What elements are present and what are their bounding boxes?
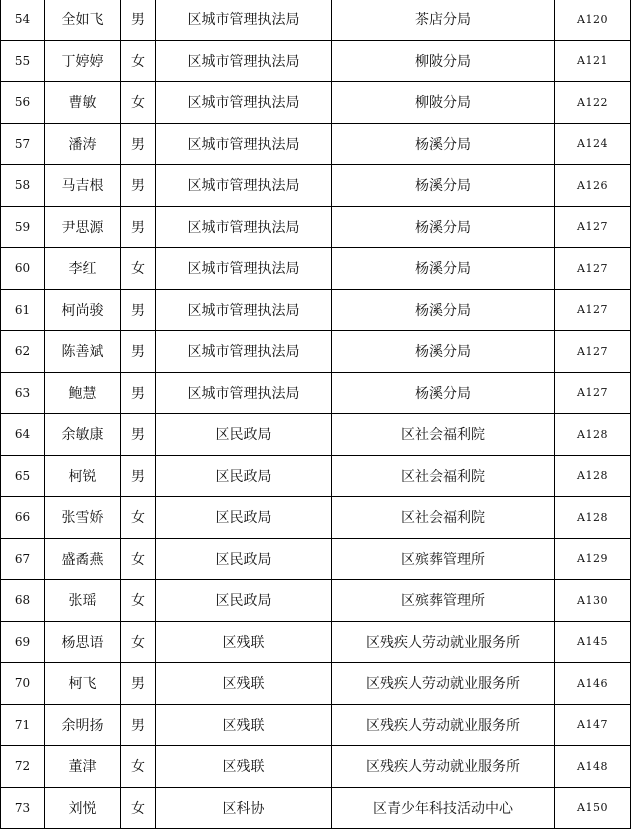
row-number-cell: 54 [1,0,45,40]
table-row [1,331,631,373]
person-name-cell: 盛矞燕 [45,538,121,580]
department-cell: 区残联 [156,746,332,788]
department-cell: 区城市管理执法局 [156,331,332,373]
department-cell: 区民政局 [156,538,332,580]
work-unit-cell: 柳陂分局 [332,82,555,124]
gender-cell: 男 [121,704,156,746]
row-number-cell: 60 [1,248,45,290]
gender-cell: 男 [121,0,156,40]
position-code-cell: A128 [555,414,631,456]
gender-cell: 女 [121,538,156,580]
row-number-cell: 65 [1,455,45,497]
position-code-cell: A150 [555,787,631,829]
position-code-cell: A147 [555,704,631,746]
table-row [1,414,631,456]
gender-cell: 男 [121,289,156,331]
table-row [1,704,631,746]
gender-cell: 男 [121,372,156,414]
work-unit-cell: 区残疾人劳动就业服务所 [332,704,555,746]
department-cell: 区城市管理执法局 [156,0,332,40]
person-name-cell: 张瑶 [45,580,121,622]
row-number-cell: 70 [1,663,45,705]
person-name-cell: 柯尚骏 [45,289,121,331]
person-name-cell: 柯锐 [45,455,121,497]
table-row [1,206,631,248]
table-row [1,663,631,705]
position-code-cell: A120 [555,0,631,40]
gender-cell: 女 [121,497,156,539]
department-cell: 区民政局 [156,455,332,497]
table-row [1,0,631,40]
table-row [1,746,631,788]
department-cell: 区城市管理执法局 [156,165,332,207]
gender-cell: 女 [121,248,156,290]
position-code-cell: A127 [555,206,631,248]
position-code-cell: A122 [555,82,631,124]
row-number-cell: 66 [1,497,45,539]
table-row [1,82,631,124]
department-cell: 区民政局 [156,414,332,456]
gender-cell: 女 [121,746,156,788]
department-cell: 区城市管理执法局 [156,206,332,248]
row-number-cell: 72 [1,746,45,788]
row-number-cell: 61 [1,289,45,331]
person-name-cell: 鲍慧 [45,372,121,414]
table-row [1,123,631,165]
table-row [1,455,631,497]
person-name-cell: 潘涛 [45,123,121,165]
person-name-cell: 张雪娇 [45,497,121,539]
department-cell: 区城市管理执法局 [156,372,332,414]
department-cell: 区科协 [156,787,332,829]
row-number-cell: 62 [1,331,45,373]
table-row [1,538,631,580]
row-number-cell: 59 [1,206,45,248]
person-name-cell: 马吉根 [45,165,121,207]
person-name-cell: 余明扬 [45,704,121,746]
row-number-cell: 67 [1,538,45,580]
position-code-cell: A148 [555,746,631,788]
department-cell: 区残联 [156,704,332,746]
person-name-cell: 尹思源 [45,206,121,248]
gender-cell: 女 [121,82,156,124]
table-row [1,580,631,622]
work-unit-cell: 杨溪分局 [332,331,555,373]
table-body [1,0,631,829]
position-code-cell: A127 [555,248,631,290]
gender-cell: 男 [121,331,156,373]
person-name-cell: 李红 [45,248,121,290]
gender-cell: 男 [121,663,156,705]
gender-cell: 男 [121,414,156,456]
row-number-cell: 58 [1,165,45,207]
department-cell: 区残联 [156,663,332,705]
person-name-cell: 董津 [45,746,121,788]
position-code-cell: A128 [555,455,631,497]
work-unit-cell: 区残疾人劳动就业服务所 [332,621,555,663]
row-number-cell: 63 [1,372,45,414]
position-code-cell: A130 [555,580,631,622]
position-code-cell: A129 [555,538,631,580]
gender-cell: 男 [121,165,156,207]
department-cell: 区城市管理执法局 [156,289,332,331]
row-number-cell: 56 [1,82,45,124]
position-code-cell: A121 [555,40,631,82]
work-unit-cell: 区社会福利院 [332,414,555,456]
person-name-cell: 余敏康 [45,414,121,456]
position-code-cell: A124 [555,123,631,165]
position-code-cell: A145 [555,621,631,663]
work-unit-cell: 区残疾人劳动就业服务所 [332,663,555,705]
person-name-cell: 杨思语 [45,621,121,663]
work-unit-cell: 区社会福利院 [332,497,555,539]
gender-cell: 女 [121,787,156,829]
position-code-cell: A127 [555,289,631,331]
table-row [1,289,631,331]
work-unit-cell: 区青少年科技活动中心 [332,787,555,829]
position-code-cell: A146 [555,663,631,705]
table-row [1,248,631,290]
person-name-cell: 曹敏 [45,82,121,124]
person-name-cell: 柯飞 [45,663,121,705]
gender-cell: 男 [121,206,156,248]
work-unit-cell: 柳陂分局 [332,40,555,82]
department-cell: 区民政局 [156,580,332,622]
department-cell: 区残联 [156,621,332,663]
position-code-cell: A128 [555,497,631,539]
row-number-cell: 71 [1,704,45,746]
row-number-cell: 68 [1,580,45,622]
position-code-cell: A127 [555,372,631,414]
work-unit-cell: 区残疾人劳动就业服务所 [332,746,555,788]
row-number-cell: 55 [1,40,45,82]
gender-cell: 女 [121,580,156,622]
work-unit-cell: 区社会福利院 [332,455,555,497]
table-row [1,621,631,663]
position-code-cell: A127 [555,331,631,373]
work-unit-cell: 区殡葬管理所 [332,538,555,580]
work-unit-cell: 茶店分局 [332,0,555,40]
row-number-cell: 57 [1,123,45,165]
table-row [1,787,631,829]
position-code-cell: A126 [555,165,631,207]
department-cell: 区城市管理执法局 [156,248,332,290]
department-cell: 区民政局 [156,497,332,539]
department-cell: 区城市管理执法局 [156,82,332,124]
department-cell: 区城市管理执法局 [156,40,332,82]
work-unit-cell: 杨溪分局 [332,289,555,331]
row-number-cell: 64 [1,414,45,456]
work-unit-cell: 杨溪分局 [332,372,555,414]
person-name-cell: 陈善斌 [45,331,121,373]
table-row [1,497,631,539]
work-unit-cell: 杨溪分局 [332,206,555,248]
person-name-cell: 丁婷婷 [45,40,121,82]
work-unit-cell: 区殡葬管理所 [332,580,555,622]
department-cell: 区城市管理执法局 [156,123,332,165]
person-name-cell: 刘悦 [45,787,121,829]
table-row [1,372,631,414]
person-name-cell: 全如飞 [45,0,121,40]
work-unit-cell: 杨溪分局 [332,123,555,165]
row-number-cell: 69 [1,621,45,663]
gender-cell: 男 [121,455,156,497]
row-number-cell: 73 [1,787,45,829]
gender-cell: 男 [121,123,156,165]
table-row [1,165,631,207]
table-row [1,40,631,82]
work-unit-cell: 杨溪分局 [332,248,555,290]
work-unit-cell: 杨溪分局 [332,165,555,207]
gender-cell: 女 [121,621,156,663]
gender-cell: 女 [121,40,156,82]
